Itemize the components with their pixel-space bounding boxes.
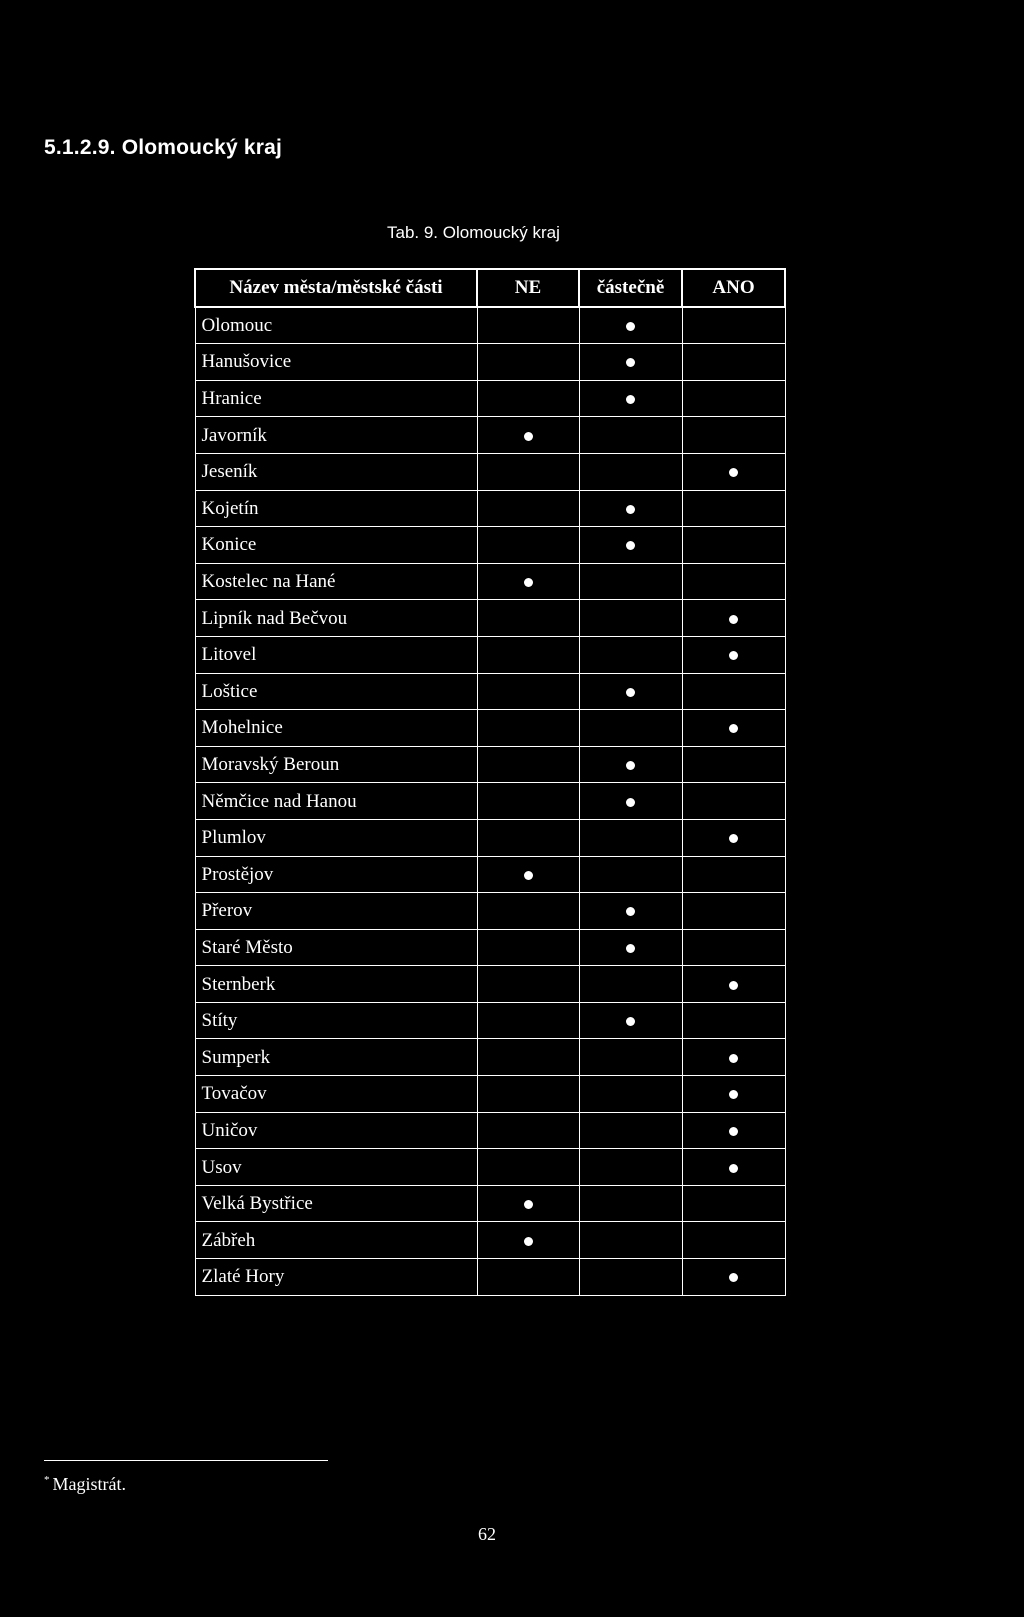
filled-circle-icon — [524, 871, 533, 880]
table-row — [195, 1002, 785, 1039]
filled-circle-icon — [524, 578, 533, 587]
partial-cell — [579, 380, 682, 417]
ano-cell — [682, 966, 785, 1003]
partial-cell — [579, 1076, 682, 1113]
ano-cell — [682, 600, 785, 637]
ne-cell — [477, 1222, 579, 1259]
filled-circle-icon — [626, 761, 635, 770]
footnote — [44, 1474, 126, 1495]
table-row — [195, 527, 785, 564]
ne-cell — [477, 380, 579, 417]
city-name-cell: Zlaté Hory — [195, 1259, 477, 1296]
filled-circle-icon — [729, 468, 738, 477]
footnote-text: Magistrát. — [52, 1474, 126, 1494]
partial-cell — [579, 307, 682, 344]
ne-cell — [477, 636, 579, 673]
city-name-cell: Přerov — [195, 893, 477, 930]
table-row — [195, 417, 785, 454]
city-name-cell: Loštice — [195, 673, 477, 710]
partial-cell — [579, 819, 682, 856]
ano-cell — [682, 856, 785, 893]
city-name-cell: Usov — [195, 1149, 477, 1186]
partial-cell — [579, 1149, 682, 1186]
partial-cell — [579, 344, 682, 381]
ano-cell — [682, 673, 785, 710]
city-name-cell: Tovačov — [195, 1076, 477, 1113]
data-table — [194, 268, 786, 1296]
city-name-cell: Jeseník — [195, 453, 477, 490]
column-header-partial: částečně — [579, 269, 682, 307]
ano-cell — [682, 636, 785, 673]
ne-cell — [477, 1259, 579, 1296]
city-name-cell: Staré Město — [195, 929, 477, 966]
filled-circle-icon — [626, 322, 635, 331]
table-row — [195, 819, 785, 856]
city-name-cell: Velká Bystřice — [195, 1185, 477, 1222]
ano-cell — [682, 819, 785, 856]
partial-cell — [579, 710, 682, 747]
partial-cell — [579, 856, 682, 893]
table-row — [195, 929, 785, 966]
ano-cell — [682, 1259, 785, 1296]
filled-circle-icon — [729, 981, 738, 990]
table-header-row — [195, 269, 785, 307]
city-name-cell: Konice — [195, 527, 477, 564]
city-name-cell: Němčice nad Hanou — [195, 783, 477, 820]
ano-cell — [682, 380, 785, 417]
footnote-rule — [44, 1460, 328, 1461]
ano-cell — [682, 490, 785, 527]
partial-cell — [579, 893, 682, 930]
table-row — [195, 1039, 785, 1076]
city-name-cell: Olomouc — [195, 307, 477, 344]
ano-cell — [682, 417, 785, 454]
ne-cell — [477, 1149, 579, 1186]
partial-cell — [579, 490, 682, 527]
partial-cell — [579, 929, 682, 966]
city-name-cell: Plumlov — [195, 819, 477, 856]
ano-cell — [682, 307, 785, 344]
table-row — [195, 380, 785, 417]
ano-cell — [682, 527, 785, 564]
ano-cell — [682, 1076, 785, 1113]
filled-circle-icon — [626, 907, 635, 916]
ne-cell — [477, 856, 579, 893]
ano-cell — [682, 710, 785, 747]
filled-circle-icon — [729, 1127, 738, 1136]
table-row — [195, 490, 785, 527]
table-body — [195, 307, 785, 1296]
city-name-cell: Kostelec na Hané — [195, 563, 477, 600]
table-row — [195, 746, 785, 783]
table-row — [195, 636, 785, 673]
city-name-cell: Javorník — [195, 417, 477, 454]
footnote-marker: * — [44, 1474, 50, 1486]
filled-circle-icon — [626, 944, 635, 953]
filled-circle-icon — [729, 834, 738, 843]
city-name-cell: Zábřeh — [195, 1222, 477, 1259]
ne-cell — [477, 783, 579, 820]
ano-cell — [682, 1002, 785, 1039]
ne-cell — [477, 307, 579, 344]
city-name-cell: Uničov — [195, 1112, 477, 1149]
ne-cell — [477, 1185, 579, 1222]
table-row — [195, 307, 785, 344]
ano-cell — [682, 783, 785, 820]
filled-circle-icon — [626, 688, 635, 697]
ano-cell — [682, 563, 785, 600]
city-name-cell: Hanušovice — [195, 344, 477, 381]
section-heading: 5.1.2.9. Olomoucký kraj — [44, 136, 283, 159]
partial-cell — [579, 783, 682, 820]
filled-circle-icon — [729, 1273, 738, 1282]
table-row — [195, 344, 785, 381]
filled-circle-icon — [729, 651, 738, 660]
ano-cell — [682, 746, 785, 783]
column-header-ano: ANO — [682, 269, 785, 307]
filled-circle-icon — [524, 1237, 533, 1246]
table-row — [195, 563, 785, 600]
filled-circle-icon — [626, 1017, 635, 1026]
filled-circle-icon — [626, 541, 635, 550]
filled-circle-icon — [729, 1164, 738, 1173]
ne-cell — [477, 893, 579, 930]
city-name-cell: Prostějov — [195, 856, 477, 893]
city-name-cell: Stíty — [195, 1002, 477, 1039]
ano-cell — [682, 1222, 785, 1259]
filled-circle-icon — [729, 724, 738, 733]
ne-cell — [477, 746, 579, 783]
ne-cell — [477, 490, 579, 527]
ne-cell — [477, 344, 579, 381]
filled-circle-icon — [524, 1200, 533, 1209]
ne-cell — [477, 929, 579, 966]
partial-cell — [579, 673, 682, 710]
partial-cell — [579, 746, 682, 783]
filled-circle-icon — [626, 358, 635, 367]
ano-cell — [682, 1039, 785, 1076]
partial-cell — [579, 563, 682, 600]
ano-cell — [682, 929, 785, 966]
column-header-name: Název města/městské části — [195, 269, 477, 307]
filled-circle-icon — [729, 1054, 738, 1063]
city-name-cell: Litovel — [195, 636, 477, 673]
table-row — [195, 856, 785, 893]
partial-cell — [579, 417, 682, 454]
filled-circle-icon — [524, 432, 533, 441]
column-header-ne: NE — [477, 269, 579, 307]
ano-cell — [682, 1149, 785, 1186]
ano-cell — [682, 1112, 785, 1149]
partial-cell — [579, 600, 682, 637]
table-row — [195, 1259, 785, 1296]
table-row — [195, 1185, 785, 1222]
ne-cell — [477, 710, 579, 747]
filled-circle-icon — [626, 798, 635, 807]
partial-cell — [579, 527, 682, 564]
partial-cell — [579, 1112, 682, 1149]
ne-cell — [477, 966, 579, 1003]
city-name-cell: Hranice — [195, 380, 477, 417]
filled-circle-icon — [626, 395, 635, 404]
city-name-cell: Sternberk — [195, 966, 477, 1003]
ne-cell — [477, 1002, 579, 1039]
city-name-cell: Moravský Beroun — [195, 746, 477, 783]
table-row — [195, 710, 785, 747]
ne-cell — [477, 819, 579, 856]
table-caption: Tab. 9. Olomoucký kraj — [387, 223, 560, 242]
ano-cell — [682, 893, 785, 930]
ano-cell — [682, 344, 785, 381]
table-row — [195, 1149, 785, 1186]
ne-cell — [477, 673, 579, 710]
filled-circle-icon — [626, 505, 635, 514]
ne-cell — [477, 1112, 579, 1149]
ne-cell — [477, 1039, 579, 1076]
ne-cell — [477, 417, 579, 454]
ne-cell — [477, 527, 579, 564]
partial-cell — [579, 1002, 682, 1039]
table-row — [195, 966, 785, 1003]
ne-cell — [477, 1076, 579, 1113]
ne-cell — [477, 563, 579, 600]
partial-cell — [579, 636, 682, 673]
ano-cell — [682, 453, 785, 490]
filled-circle-icon — [729, 1090, 738, 1099]
table-row — [195, 1222, 785, 1259]
ano-cell — [682, 1185, 785, 1222]
partial-cell — [579, 453, 682, 490]
ne-cell — [477, 600, 579, 637]
table-row — [195, 673, 785, 710]
table-row — [195, 1112, 785, 1149]
city-name-cell: Kojetín — [195, 490, 477, 527]
table-row — [195, 893, 785, 930]
page-number: 62 — [478, 1524, 496, 1544]
ne-cell — [477, 453, 579, 490]
table-row — [195, 453, 785, 490]
partial-cell — [579, 1185, 682, 1222]
partial-cell — [579, 966, 682, 1003]
city-name-cell: Sumperk — [195, 1039, 477, 1076]
partial-cell — [579, 1222, 682, 1259]
table-row — [195, 783, 785, 820]
partial-cell — [579, 1259, 682, 1296]
table-row — [195, 600, 785, 637]
city-name-cell: Lipník nad Bečvou — [195, 600, 477, 637]
table-row — [195, 1076, 785, 1113]
partial-cell — [579, 1039, 682, 1076]
filled-circle-icon — [729, 615, 738, 624]
city-name-cell: Mohelnice — [195, 710, 477, 747]
